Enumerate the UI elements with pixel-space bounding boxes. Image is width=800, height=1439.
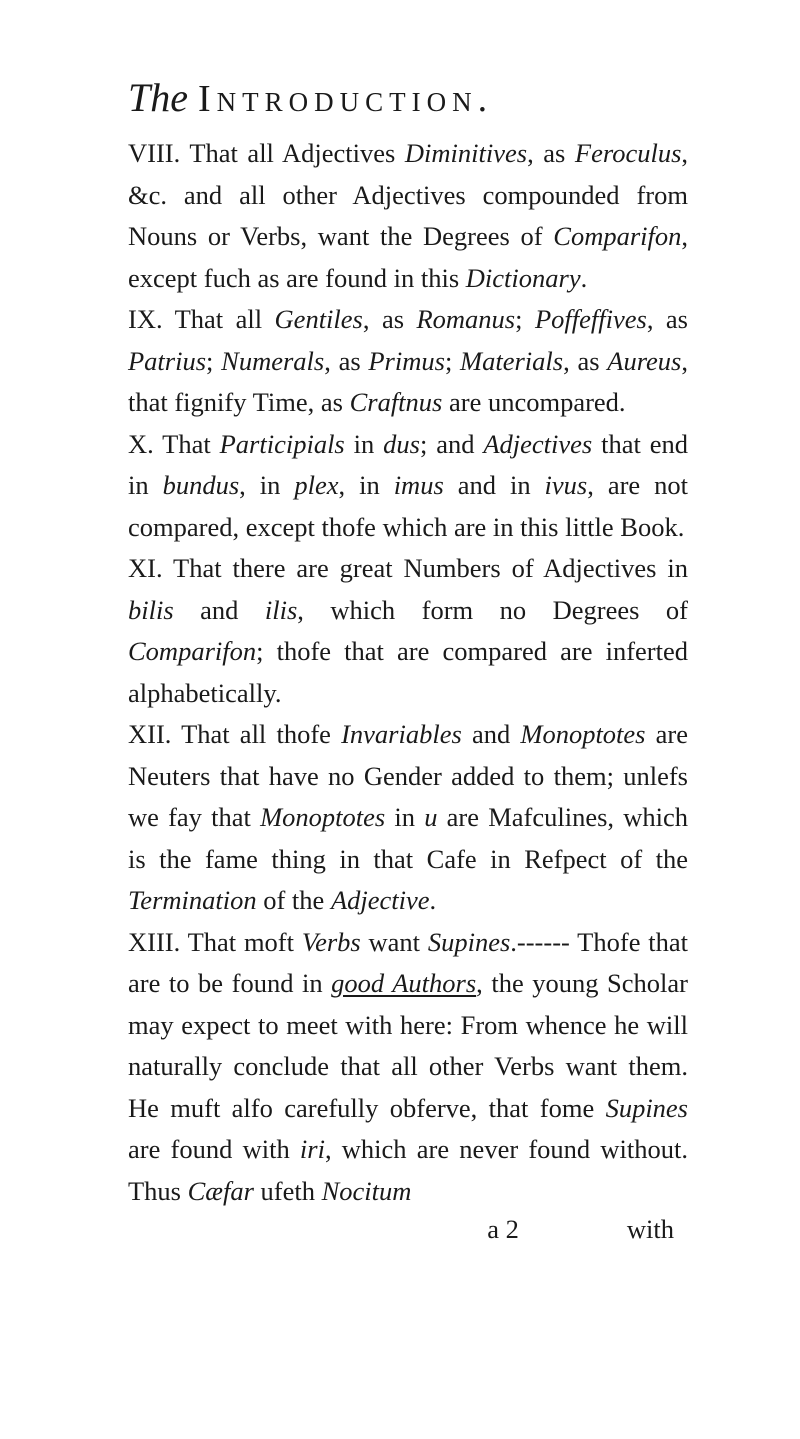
italic-term: Gentiles <box>274 304 363 334</box>
italic-term: Diminitives <box>404 138 528 168</box>
paragraph-ix <box>128 299 688 424</box>
text-run: in <box>385 802 425 832</box>
italic-term: bilis <box>128 594 174 625</box>
italic-term: Monoptotes <box>520 719 646 749</box>
italic-term: Materials <box>460 345 564 376</box>
paragraph-xii <box>128 714 688 922</box>
italic-term: Aureus <box>607 345 682 376</box>
paragraph-x <box>128 424 688 549</box>
text-run: XIII. That moft <box>128 926 302 957</box>
italic-term: imus <box>393 470 444 500</box>
text-run: , except fuch as are found in this <box>128 221 688 293</box>
body-text <box>128 133 688 1212</box>
catchword: with <box>626 1214 674 1244</box>
italic-term: iri <box>299 1134 325 1164</box>
text-run: are Mafculines, which is the fame thing in that Cafe in Refpect of the <box>128 802 688 874</box>
italic-term: Romanus <box>416 304 516 334</box>
signature-mark: a 2 <box>487 1214 519 1244</box>
italic-term: Patrius <box>128 345 207 376</box>
italic-term: Feroculus <box>574 138 682 168</box>
italic-term: ilis <box>264 594 298 625</box>
italic-term: Comparifon <box>553 221 682 251</box>
italic-term: Craftnus <box>349 387 443 417</box>
text-run: ; and <box>419 428 484 459</box>
running-head-the: The <box>128 75 188 120</box>
italic-term: Monoptotes <box>260 802 386 832</box>
text-run: XII. That all thofe <box>128 719 342 749</box>
text-run: , the young Scholar may expect to meet with here: From whence he will naturally conclude that all other Verbs want them. He muft alfo carefully obferve, that fome <box>128 968 688 1123</box>
italic-term: Primus <box>368 345 445 376</box>
text-run: , in <box>239 470 295 500</box>
text-run: are found with <box>128 1134 300 1164</box>
text-run: want <box>360 926 428 957</box>
italic-term: Comparifon <box>128 636 257 666</box>
text-run: , that fignify Time, as <box>128 345 688 417</box>
text-run: XI. That there are great Numbers of Adjectives in <box>128 553 688 583</box>
text-run: , are not compared, except thofe which are in this little Book. <box>128 470 689 542</box>
text-run: , in <box>338 470 394 500</box>
italic-term: plex <box>294 470 339 500</box>
page-footer <box>128 1212 688 1246</box>
text-run: that end in <box>128 428 688 500</box>
text-run: , as <box>362 304 417 334</box>
text-run: IX. That all <box>128 304 275 334</box>
book-page <box>128 72 688 1246</box>
text-run: , as <box>527 138 575 168</box>
text-run: of the <box>256 885 331 915</box>
text-run: ; <box>444 345 461 376</box>
italic-term: Supines <box>605 1092 688 1123</box>
text-run: . <box>580 262 588 293</box>
running-head <box>128 72 688 125</box>
italic-term: ivus <box>544 470 588 500</box>
paragraph-viii <box>128 133 688 299</box>
text-run: , &c. and all other Adjectives compounded from Nouns or Verbs, want the Degrees of <box>128 138 689 251</box>
text-run: and <box>461 719 521 749</box>
text-run: . <box>429 885 437 915</box>
text-run: and in <box>443 470 545 500</box>
italic-term: Adjective <box>330 885 430 915</box>
italic-term: Adjectives <box>483 428 593 459</box>
italic-term: dus <box>383 428 420 459</box>
italic-term: u <box>424 802 438 832</box>
text-run: , as <box>646 304 688 334</box>
text-run: VIII. That all Adjectives <box>128 138 405 168</box>
italic-term: Participials <box>219 428 345 459</box>
text-run: ; <box>515 304 535 334</box>
italic-term: Cæfar <box>187 1175 254 1206</box>
italic-term: Termination <box>128 885 257 915</box>
text-run: , as <box>324 345 369 376</box>
text-run: are Neuters that have no Gender added to them; unlefs we fay that <box>128 719 689 832</box>
text-run: ufeth <box>253 1175 322 1206</box>
text-run: X. That <box>128 428 220 459</box>
running-head-introduction: Introduction. <box>198 78 494 120</box>
italic-term: good Authors <box>331 968 477 998</box>
text-run: , which are never found without. Thus <box>128 1134 688 1206</box>
text-run: , as <box>563 345 608 376</box>
text-run: and <box>173 594 265 625</box>
italic-term: Invariables <box>341 719 462 749</box>
italic-term: Poffeffives <box>534 304 647 334</box>
italic-term: bundus <box>162 470 240 500</box>
text-run: , which form no Degrees of <box>297 594 688 625</box>
text-run: ; thofe that are compared are inferted alphabetically. <box>128 636 688 708</box>
paragraph-xi <box>128 548 688 714</box>
italic-term: Supines <box>427 926 511 957</box>
text-run: ; <box>206 345 222 376</box>
text-run: are uncompared. <box>442 387 626 417</box>
italic-term: Numerals <box>221 345 325 376</box>
text-run: in <box>344 428 384 459</box>
italic-term: Verbs <box>301 926 361 957</box>
paragraph-xiii <box>128 922 688 1213</box>
text-run: .------ Thofe that are to be found in <box>128 926 689 998</box>
italic-term: Dictionary <box>465 262 581 293</box>
italic-term: Nocitum <box>321 1175 412 1206</box>
